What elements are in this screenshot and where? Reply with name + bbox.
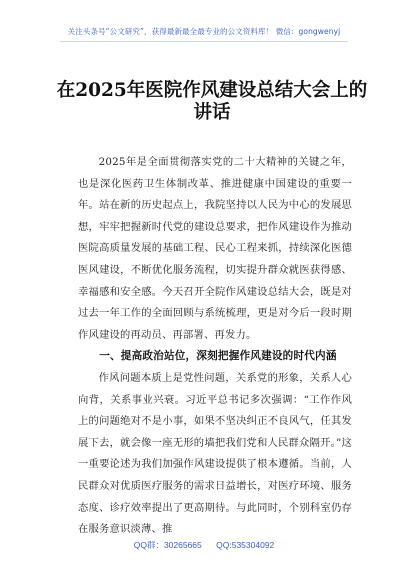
section-heading-1: 一、提高政治站位，深刻把握作风建设的时代内涵 (99, 350, 337, 363)
document-title: 在2025年医院作风建设总结大会上的讲话 (56, 80, 368, 123)
paragraph-intro: 2025年是全面贯彻落实党的二十大精神的关键之年，也是深化医药卫生体制改革、推进健康中国建设的重要一年。站在新的历史起点上，我院坚持以人民为中心的发展思想，牢牢把握新时代党的建设总要求，把作风建设作为推动医院高质量发展的基础工程、民心工程来抓，持续深化医德医风建设，不断优化服务流程，切实提升群众就医获得感、幸福感和安全感。今天召开全院作风建设总结大会，既是对过去一年工作的全面回顾与系统梳理，更是对今后一段时期作风建设的再动员、再部署、再发力。 (78, 156, 352, 341)
header-divider (60, 41, 348, 42)
footer-qq-group: QQ群：30265665 (133, 540, 202, 550)
header-note: 关注头条号“公文研究”，获得最新最全最专业的公文资料库！ 微信：gongwenyj (67, 27, 341, 36)
document-body (78, 152, 352, 541)
paragraph-section-1: 作风问题本质上是党性问题，关系党的形象，关系人心向背，关系事业兴衰。习近平总书记多次强调：“工作作风上的问题绝对不是小事，如果不坚决纠正不良风气，任其发展下去，就会像一座无形的墙把我们党和人民群众隔开。”这一重要论述为我们加强作风建设提供了根本遵循。当前，人民群众对优质医疗服务的需求日益增长，对医疗环境、服务态度、诊疗效率提出了更高期待。与此同时，个别科室仍存在服务意识淡薄、推 (78, 371, 352, 536)
footer-contact (0, 539, 408, 551)
footer-qq: QQ:535304092 (216, 540, 275, 550)
